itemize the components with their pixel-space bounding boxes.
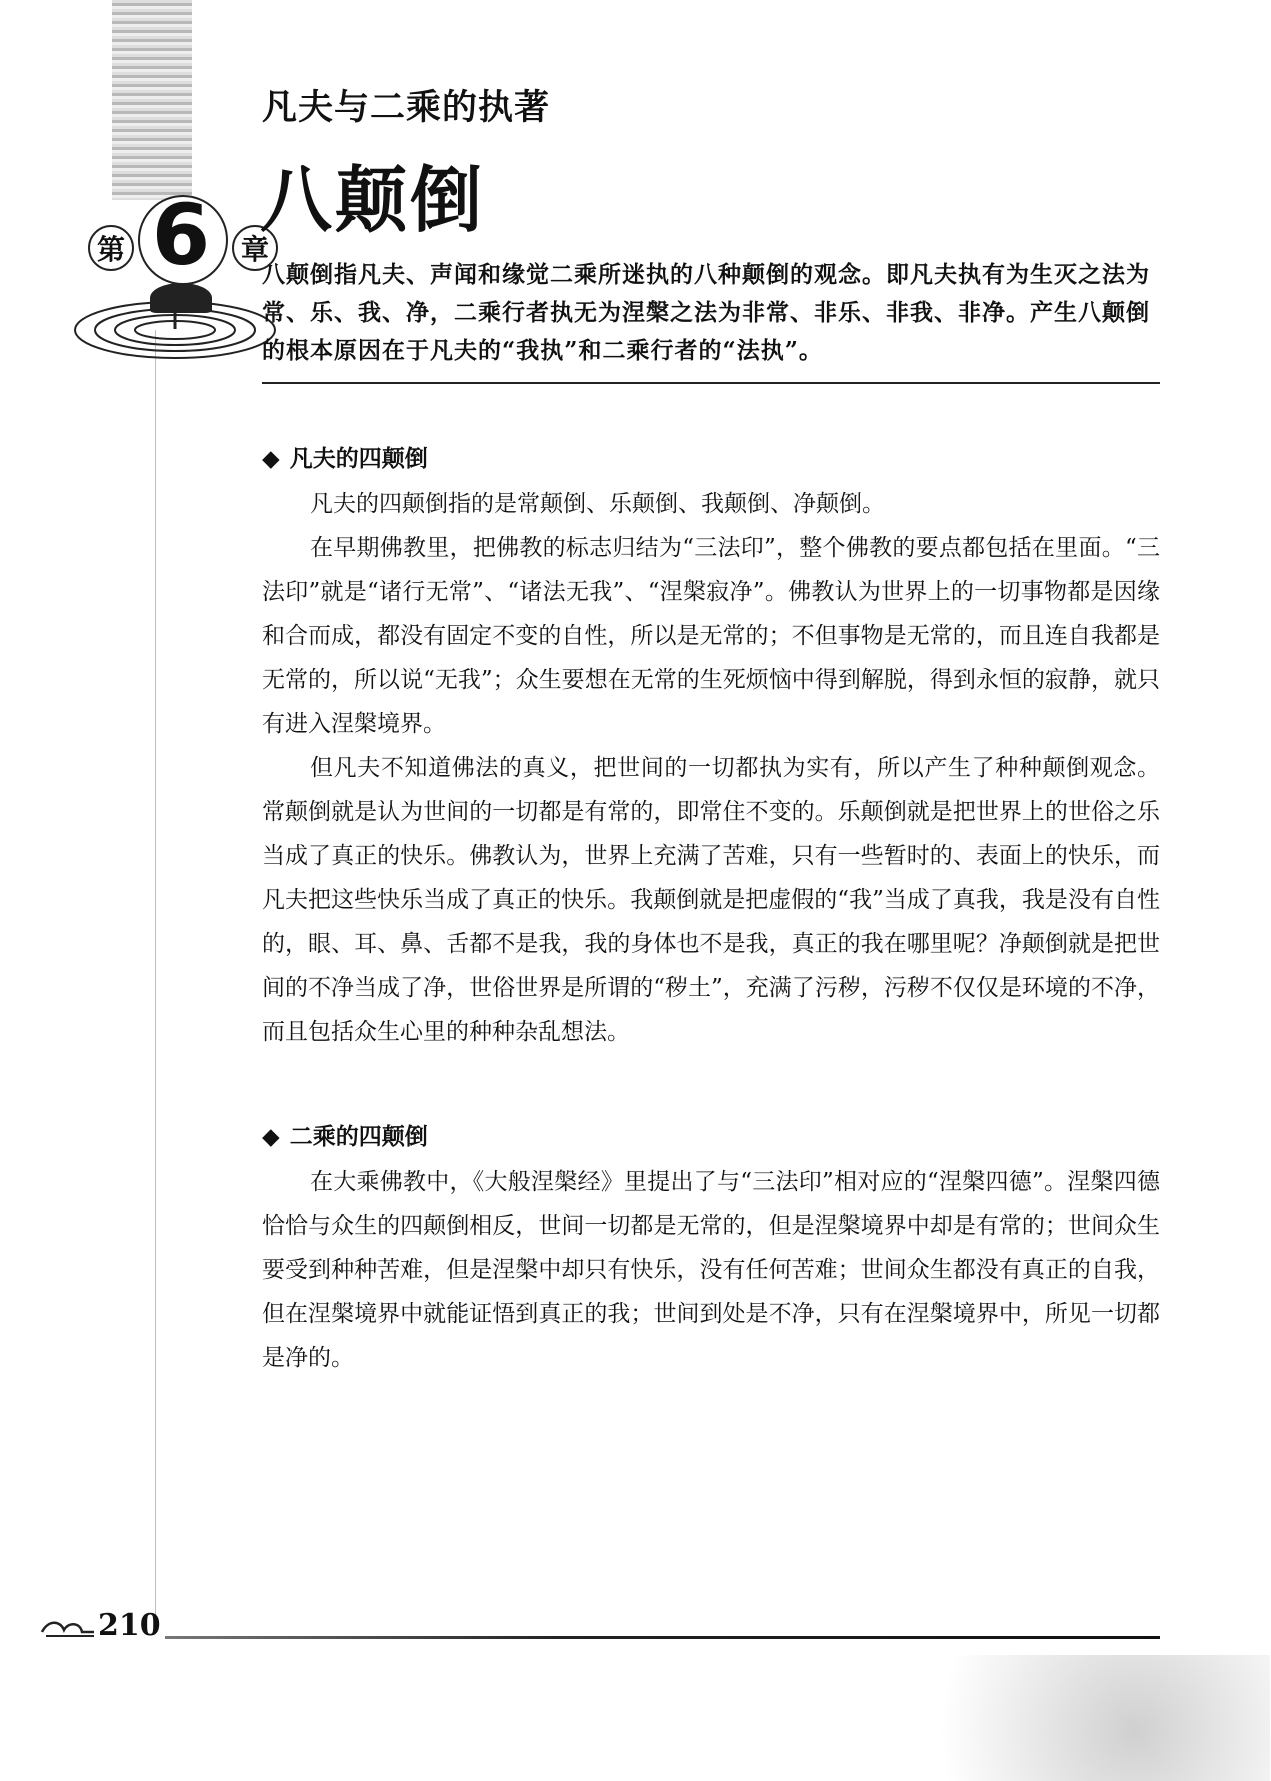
page-number: 210 — [98, 1608, 161, 1643]
diamond-bullet-icon: ◆ — [262, 1124, 280, 1150]
diamond-bullet-icon: ◆ — [262, 446, 280, 472]
gutter-divider — [155, 330, 156, 1630]
section-heading-text: 凡夫的四颠倒 — [289, 446, 428, 472]
section-heading — [262, 1118, 428, 1151]
intro-paragraph: 八颠倒指凡夫、声闻和缘觉二乘所迷执的八种颠倒的观念。即凡夫执有为生灭之法为常、乐、我、净，二乘行者执无为涅槃之法为非常、非乐、非我、非净。产生八颠倒的根本原因在于凡夫的“我执”和二乘行者的“法执”。 — [262, 261, 1150, 364]
chapter-kicker: 凡夫与二乘的执著 — [262, 88, 551, 128]
scan-speckle — [820, 1655, 1270, 1781]
paragraph: 但凡夫不知道佛法的真义，把世间的一切都执为实有，所以产生了种种颠倒观念。常颠倒就是认为世间的一切都是有常的，即常住不变的。乐颠倒就是把世界上的世俗之乐当成了真正的快乐。佛教认为，世界上充满了苦难，只有一些暂时的、表面上的快乐，而凡夫把这些快乐当成了真正的快乐。我颠倒就是把虚假的“我”当成了真我，我是没有自性的，眼、耳、鼻、舌都不是我，我的身体也不是我，真正的我在哪里呢？净颠倒就是把世间的不净当成了净，世俗世界是所谓的“秽土”，充满了污秽，污秽不仅仅是环境的不净，而且包括众生心里的种种杂乱想法。 — [262, 755, 1160, 1045]
chapter-emblem — [70, 186, 280, 365]
cloud-ornament-icon — [40, 1618, 96, 1640]
chapter-prefix: 第 — [88, 225, 134, 271]
paragraph: 凡夫的四颠倒指的是常颠倒、乐颠倒、我颠倒、净颠倒。 — [310, 491, 885, 517]
section-body — [262, 1160, 1160, 1380]
section-heading-text: 二乘的四颠倒 — [289, 1124, 428, 1150]
section-body — [262, 482, 1160, 1054]
decorative-gutter-strip — [112, 0, 192, 200]
footer-rule — [165, 1636, 1160, 1639]
intro-divider — [262, 382, 1160, 384]
paragraph: 在早期佛教里，把佛教的标志归结为“三法印”，整个佛教的要点都包括在里面。“三法印”就是“诸行无常”、“诸法无我”、“涅槃寂净”。佛教认为世界上的一切事物都是因缘和合而成，都没有固定不变的自性，所以是无常的；不但事物是无常的，而且连自我都是无常的，所以说“无我”；众生要想在无常的生死烦恼中得到解脱，得到永恒的寂静，就只有进入涅槃境界。 — [262, 535, 1160, 737]
paragraph: 在大乘佛教中，《大般涅槃经》里提出了与“三法印”相对应的“涅槃四德”。涅槃四德恰恰与众生的四颠倒相反，世间一切都是无常的，但是涅槃境界中却是有常的；世间众生要受到种种苦难，但是涅槃中却只有快乐，没有任何苦难；世间众生都没有真正的自我，但在涅槃境界中就能证悟到真正的我；世间到处是不净，只有在涅槃境界中，所见一切都是净的。 — [262, 1169, 1160, 1371]
tree-icon — [150, 283, 212, 313]
chapter-suffix: 章 — [232, 225, 278, 271]
page-title: 八颠倒 — [260, 158, 486, 242]
page-footer — [40, 1608, 1160, 1648]
chapter-number: 6 — [151, 186, 211, 284]
section-heading — [262, 440, 428, 473]
